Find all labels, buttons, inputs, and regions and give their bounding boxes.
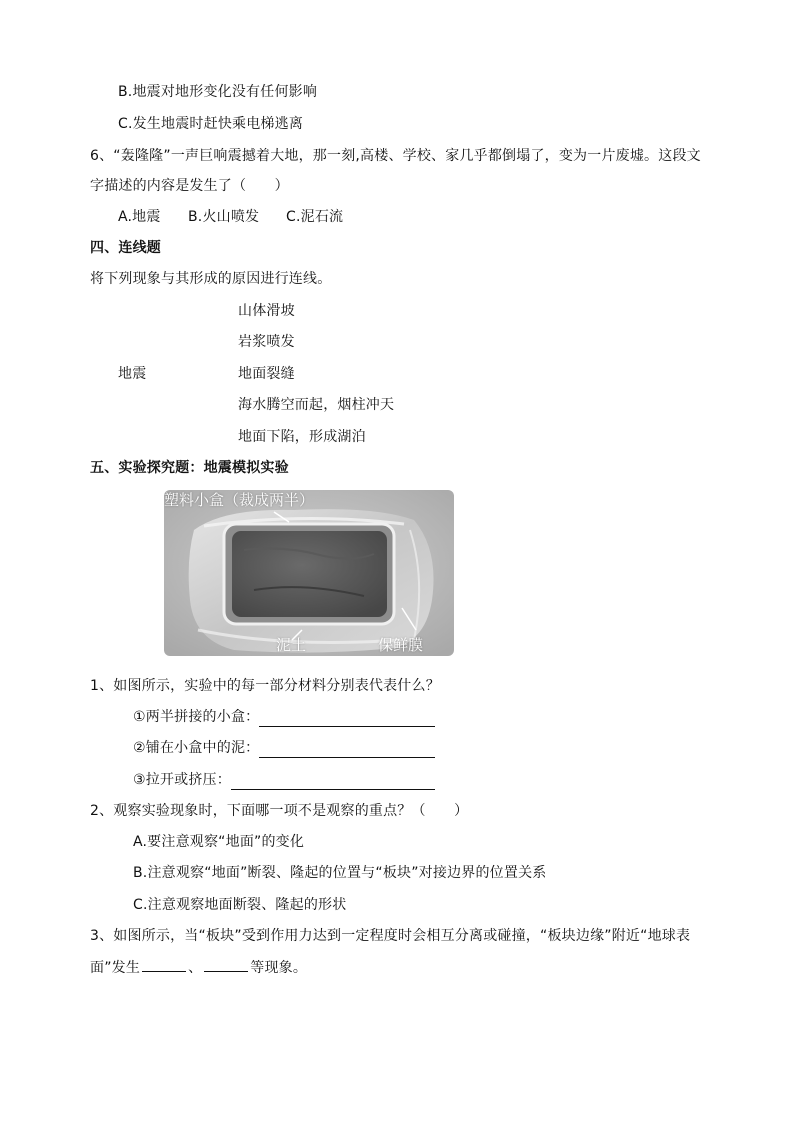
q3-text-line1: 3、如图所示，当“板块”受到作用力达到一定程度时会相互分离或碰撞，“板块边缘”附近“地球表	[90, 928, 691, 944]
q1-text: 1、如图所示，实验中的每一部分材料分别表代表什么？	[90, 678, 440, 694]
q5-option-c: C.发生地震时赶快乘电梯逃离	[118, 116, 304, 132]
q6-text-line1: 6、“轰隆隆”一声巨响震撼着大地，那一刻,高楼、学校、家几乎都倒塌了，变为一片废墟。这段文	[90, 148, 701, 164]
q6-option-a: A.地震	[118, 209, 161, 225]
q2-option-c: C.注意观察地面断裂、隆起的形状	[133, 897, 347, 913]
q6-option-c: C.泥石流	[286, 209, 344, 225]
q1-item-3	[133, 770, 435, 790]
q2-text: 2、观察实验现象时，下面哪一项不是观察的重点？（ ）	[90, 803, 469, 819]
q3-text-line2	[90, 957, 307, 978]
match-right-item: 岩浆喷发	[238, 334, 295, 350]
answer-blank[interactable]	[259, 710, 435, 727]
q3-text-part: 等现象。	[250, 960, 308, 976]
experiment-photo	[164, 490, 454, 656]
q1-item-2	[133, 738, 435, 758]
match-left-item: 地震	[118, 366, 147, 382]
q6-text-line2: 字描述的内容是发生了（ ）	[90, 178, 289, 194]
match-right-item: 山体滑坡	[238, 303, 295, 319]
answer-blank[interactable]	[231, 773, 435, 790]
experiment-photo-drawing	[164, 490, 454, 656]
q3-text-part: 、	[188, 960, 203, 976]
answer-blank[interactable]	[204, 957, 248, 972]
q1-item-label: ③拉开或挤压：	[133, 772, 231, 788]
answer-blank[interactable]	[259, 741, 435, 758]
section5-title: 五、实验探究题：地震模拟实验	[90, 460, 289, 476]
q2-option-a: A.要注意观察“地面”的变化	[133, 834, 305, 850]
q3-text-part: 面”发生	[90, 960, 141, 976]
match-right-item: 海水腾空而起，烟柱冲天	[238, 397, 395, 413]
q2-option-b: B.注意观察“地面”断裂、隆起的位置与“板块”对接边界的位置关系	[133, 865, 547, 881]
photo-label-box: 塑料小盒（裁成两半）	[164, 491, 315, 509]
q6-option-b: B.火山喷发	[188, 209, 260, 225]
photo-label-soil: 泥土	[276, 636, 307, 654]
answer-blank[interactable]	[142, 957, 186, 972]
section4-title: 四、连线题	[90, 240, 161, 256]
section4-instruction: 将下列现象与其形成的原因进行连线。	[90, 271, 332, 287]
photo-label-film: 保鲜膜	[378, 636, 424, 654]
q5-option-b: B.地震对地形变化没有任何影响	[118, 84, 318, 100]
match-right-item: 地面下陷，形成湖泊	[238, 429, 366, 445]
q1-item-label: ①两半拼接的小盒：	[133, 709, 260, 725]
q1-item-label: ②铺在小盒中的泥：	[133, 740, 260, 756]
q1-item-1	[133, 707, 435, 727]
match-right-item: 地面裂缝	[238, 366, 295, 382]
